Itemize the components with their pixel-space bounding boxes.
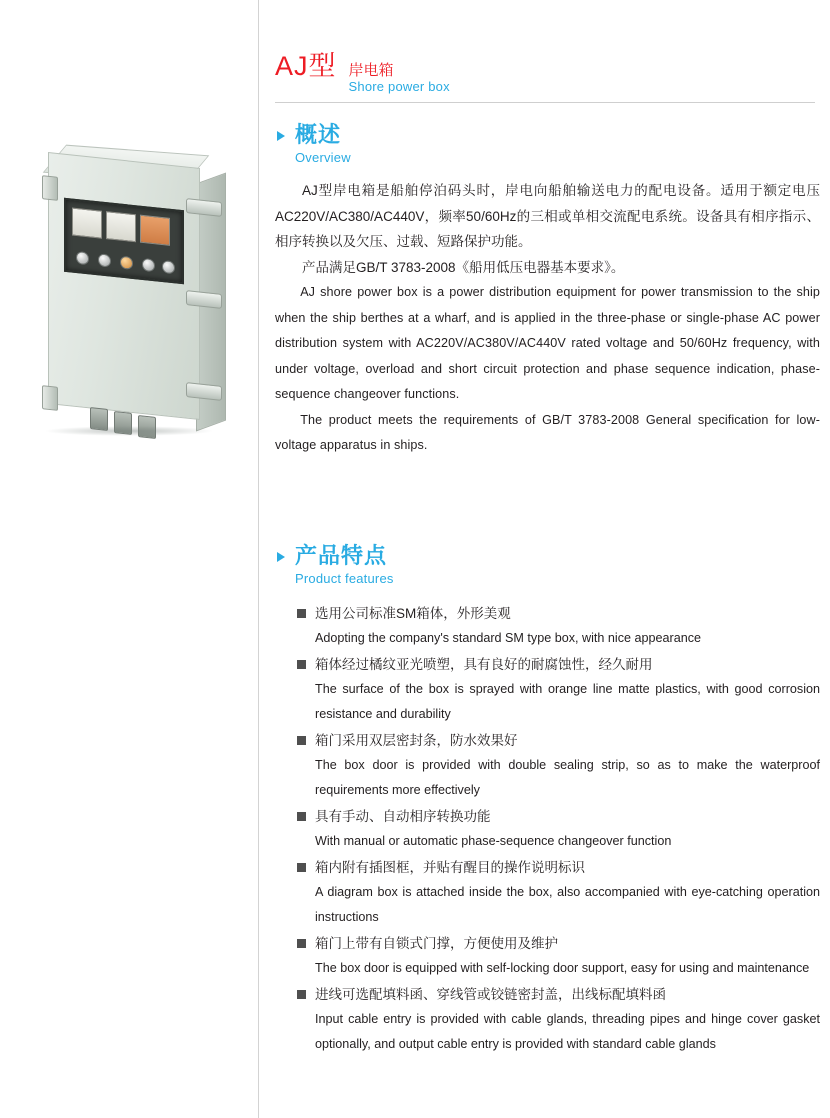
square-bullet-icon [297,609,306,618]
indicator-lamp-icon [140,215,170,246]
section-features-heading [275,543,820,589]
section-title-en: Product features [295,571,394,586]
list-item [297,652,820,727]
feature-label-cn: 箱门采用双层密封条，防水效果好 [315,733,518,748]
content-column [259,0,830,1118]
latch-icon [42,175,58,201]
product-model: AJ型 [275,51,337,81]
latch-icon [42,385,58,411]
feature-text-en: With manual or automatic phase-sequence changeover function [315,834,672,848]
feature-text-en: Input cable entry is provided with cable glands, threading pipes and hinge cover gasket optionally, and output cable entry is provided with standard cable glands [315,1012,820,1051]
product-name-en: Shore power box [348,79,450,94]
product-title-block [275,44,815,103]
feature-label-cn: 选用公司标准SM箱体，外形美观 [315,606,511,621]
meter-icon [72,208,102,239]
feature-text-en: The box door is provided with double sealing strip, so as to make the waterproof requirements more effectively [315,758,820,797]
title-divider [275,102,815,103]
knob-icon [120,256,133,270]
feature-list [275,601,820,1057]
feature-text-en: The box door is equipped with self-locking door support, easy for using and maintenance [315,961,810,975]
feature-text-en: Adopting the company's standard SM type box, with nice appearance [315,631,702,645]
knob-icon [76,251,89,265]
overview-paragraph-cn: AJ型岸电箱是船舶停泊码头时，岸电向船舶输送电力的配电设备。适用于额定电压AC220V/AC380/AC440V，频率50/60Hz的三相或单相交流配电系统。设备具有相序指示、相序转换以及欠压、过载、短路保护功能。 [275,183,820,249]
section-overview [275,122,820,459]
triangle-bullet-icon [277,552,285,562]
square-bullet-icon [297,812,306,821]
feature-label-cn: 箱体经过橘纹亚光喷塑，具有良好的耐腐蚀性，经久耐用 [315,657,653,672]
feature-label-cn: 具有手动、自动相序转换功能 [315,809,491,824]
section-title-cn: 概述 [295,122,342,147]
square-bullet-icon [297,660,306,669]
feature-text-cn [297,855,820,880]
list-item [297,931,820,981]
feature-text-cn [297,652,820,677]
square-bullet-icon [297,863,306,872]
list-item [297,804,820,854]
list-item [297,601,820,651]
list-item [297,855,820,930]
overview-paragraph-cn: 产品满足GB/T 3783-2008《船用低压电器基本要求》。 [302,259,625,275]
feature-label-cn: 箱门上带有自锁式门撑，方便使用及维护 [315,936,558,951]
section-title-en: Overview [295,150,351,165]
square-bullet-icon [297,990,306,999]
knob-icon [98,253,111,267]
section-title-cn: 产品特点 [295,543,388,568]
square-bullet-icon [297,736,306,745]
list-item [297,728,820,803]
meter-icon [106,211,136,242]
knob-icon [162,260,175,274]
list-item [297,982,820,1057]
square-bullet-icon [297,939,306,948]
feature-label-cn: 进线可选配填料函、穿线管或铰链密封盖，出线标配填料函 [315,987,666,1002]
feature-label-cn: 箱内附有插图框，并贴有醒目的操作说明标识 [315,860,585,875]
overview-paragraph-en: AJ shore power box is a power distribution equipment for power transmission to the ship when the ship berthes at a wharf, and is applied in the three-phase or single-phase AC power distribution system with AC220V/AC380V/AC440V rated voltage and 50/60Hz frequency, with under voltage, overload and short circuit protection and phase sequence indication, phase-sequence changeover functions. [275,285,820,401]
feature-text-cn [297,931,820,956]
feature-text-cn [297,982,820,1007]
product-name-cn: 岸电箱 [348,62,394,79]
feature-text-cn [297,804,820,829]
section-overview-heading [275,122,820,168]
overview-paragraph-en: The product meets the requirements of GB/T 3783-2008 General specification for low-voltage apparatus in ships. [275,412,820,452]
knob-icon [142,258,155,272]
feature-text-en: A diagram box is attached inside the box, also accompanied with eye-catching operation instructions [315,885,820,924]
feature-text-cn [297,601,820,626]
feature-text-en: The surface of the box is sprayed with orange line matte plastics, with good corrosion resistance and durability [315,682,820,721]
photo-shadow [44,426,214,436]
instrument-panel [64,198,184,285]
section-features [275,543,820,1058]
shore-power-box-photo [18,140,240,440]
overview-body [275,178,820,459]
triangle-bullet-icon [277,131,285,141]
product-image-column [0,0,258,1118]
feature-text-cn [297,728,820,753]
box-front-face [48,152,200,420]
